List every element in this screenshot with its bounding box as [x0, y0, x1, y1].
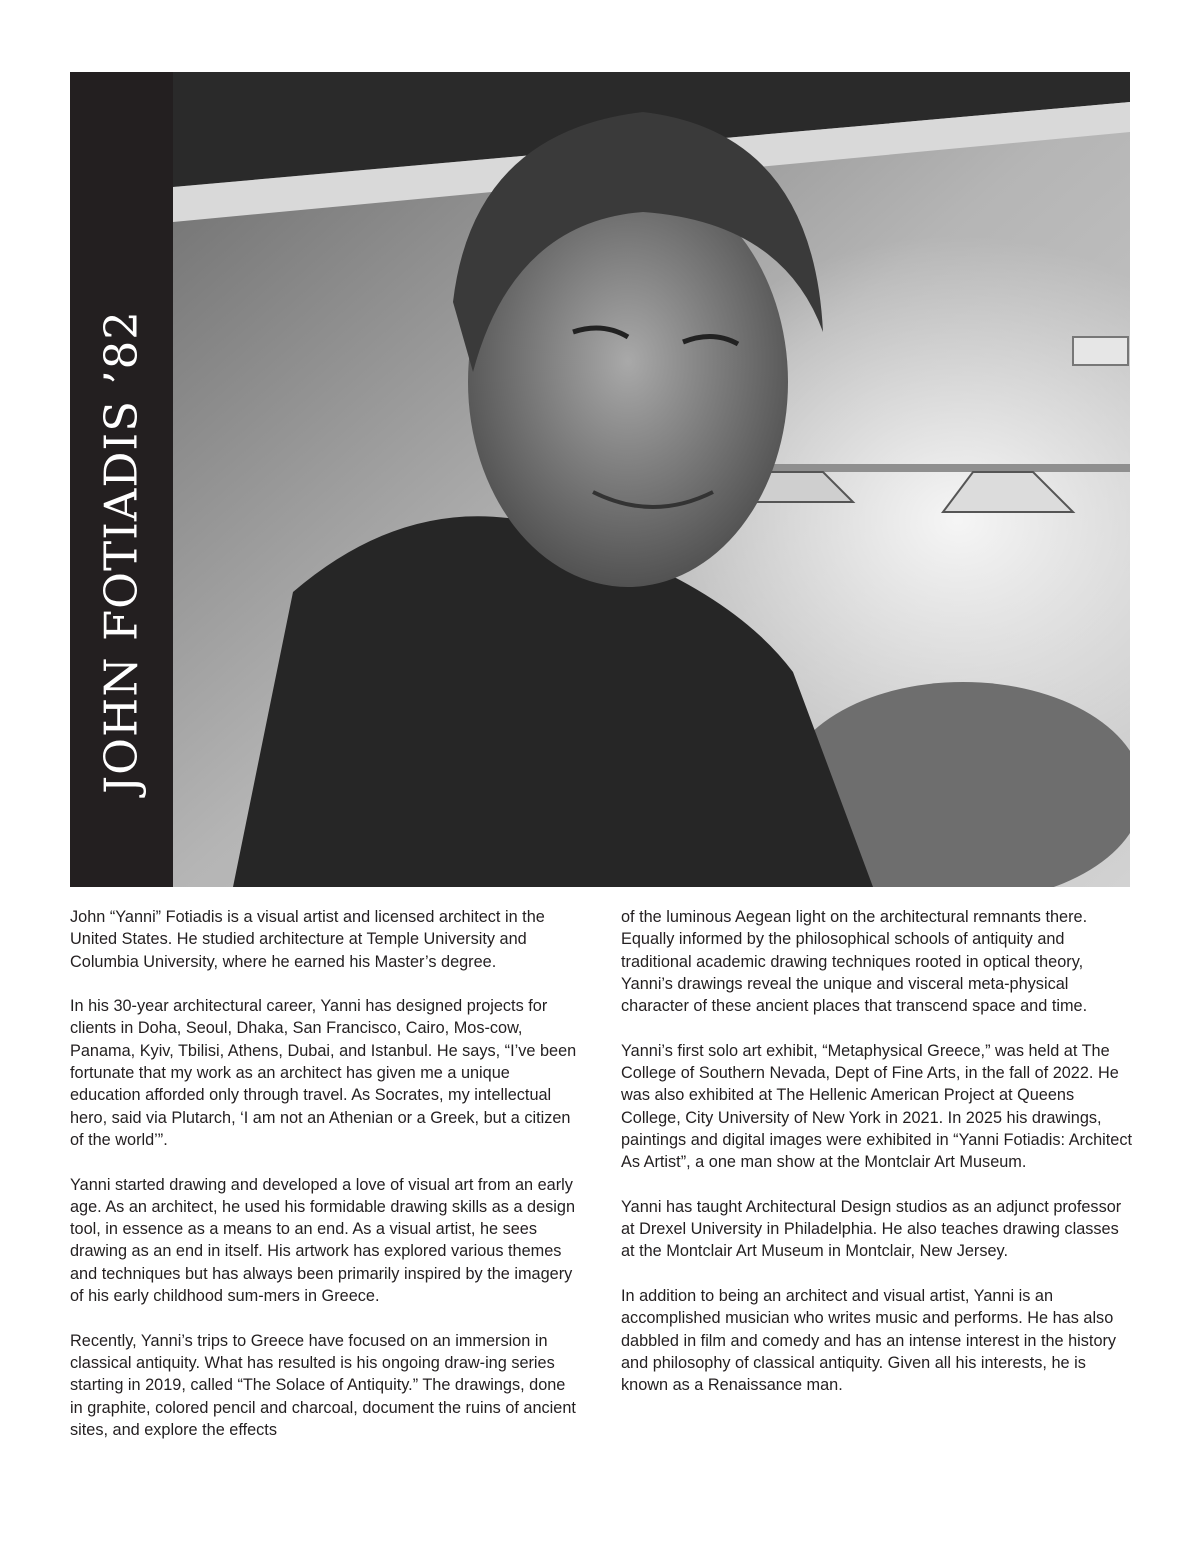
- bio-paragraph: Yanni started drawing and developed a love of visual art from an early age. As an architect, he used his formidable drawing skills as a design tool, in essence as a means to an end. As a visual artist, he sees drawing as an end in itself. His artwork has explored various themes and techniques but has always been primarily inspired by the imagery of his early childhood sum-mers in Greece.: [70, 1175, 575, 1306]
- portrait-photo-icon: [173, 72, 1130, 887]
- name-bar: [70, 72, 173, 887]
- bio-paragraph: Yanni’s first solo art exhibit, “Metaphysical Greece,” was held at The College of Southern Nevada, Dept of Fine Arts, in the fall of 2022. He was also exhibited at The Hellenic American Project at Queens College, City University of New York in 2021. In 2025 his drawings, paintings and digital images were exhibited in “Yanni Fotiadis: Architect As Artist”, a one man show at the Montclair Art Museum.: [621, 1041, 1133, 1172]
- bio-paragraph: In his 30-year architectural career, Yanni has designed projects for clients in Doha, Seoul, Dhaka, San Francisco, Cairo, Mos-cow, Panama, Kyiv, Tbilisi, Athens, Dubai, and Istanbul. He says, “I’ve been fortunate that my work as an architect has given me a unique education afforded only through travel. As Socrates, my intellectual hero, said via Plutarch, ‘I am not an Athenian or a Greek, but a citizen of the world’”.: [70, 997, 577, 1149]
- bio-paragraph: In addition to being an architect and visual artist, Yanni is an accomplished musician who writes music and performs. He has also dabbled in film and comedy and has an intense interest in the history and philosophy of classical antiquity. Given all his interests, he is known as a Renaissance man.: [621, 1287, 1117, 1395]
- portrait-photo: [173, 72, 1130, 887]
- artist-name-title: JOHN FOTIADIS ’82: [94, 310, 148, 794]
- bio-paragraph: of the luminous Aegean light on the architectural remnants there. Equally informed by the philosophical schools of antiquity and traditional academic drawing techniques rooted in optical theory, Yanni’s drawings reveal the unique and visceral meta-physical character of these ancient places that transcend space and time.: [621, 908, 1088, 1016]
- bio-paragraph: Recently, Yanni’s trips to Greece have focused on an immersion in classical antiquity. What has resulted is his ongoing draw-ing series starting in 2019, called “The Solace of Antiquity.” The drawings, done in graphite, colored pencil and charcoal, document the ruins of ancient sites, and explore the effects: [70, 1331, 576, 1439]
- bio-left-column: [70, 906, 582, 1463]
- bio-right-column: [621, 906, 1133, 1419]
- bio-paragraph: John “Yanni” Fotiadis is a visual artist and licensed architect in the United States. He studied architecture at Temple University and Columbia University, where he earned his Master’s degree.: [70, 908, 545, 971]
- bio-paragraph: Yanni has taught Architectural Design studios as an adjunct professor at Drexel University in Philadelphia. He also teaches drawing classes at the Montclair Art Museum in Montclair, New Jersey.: [621, 1197, 1122, 1261]
